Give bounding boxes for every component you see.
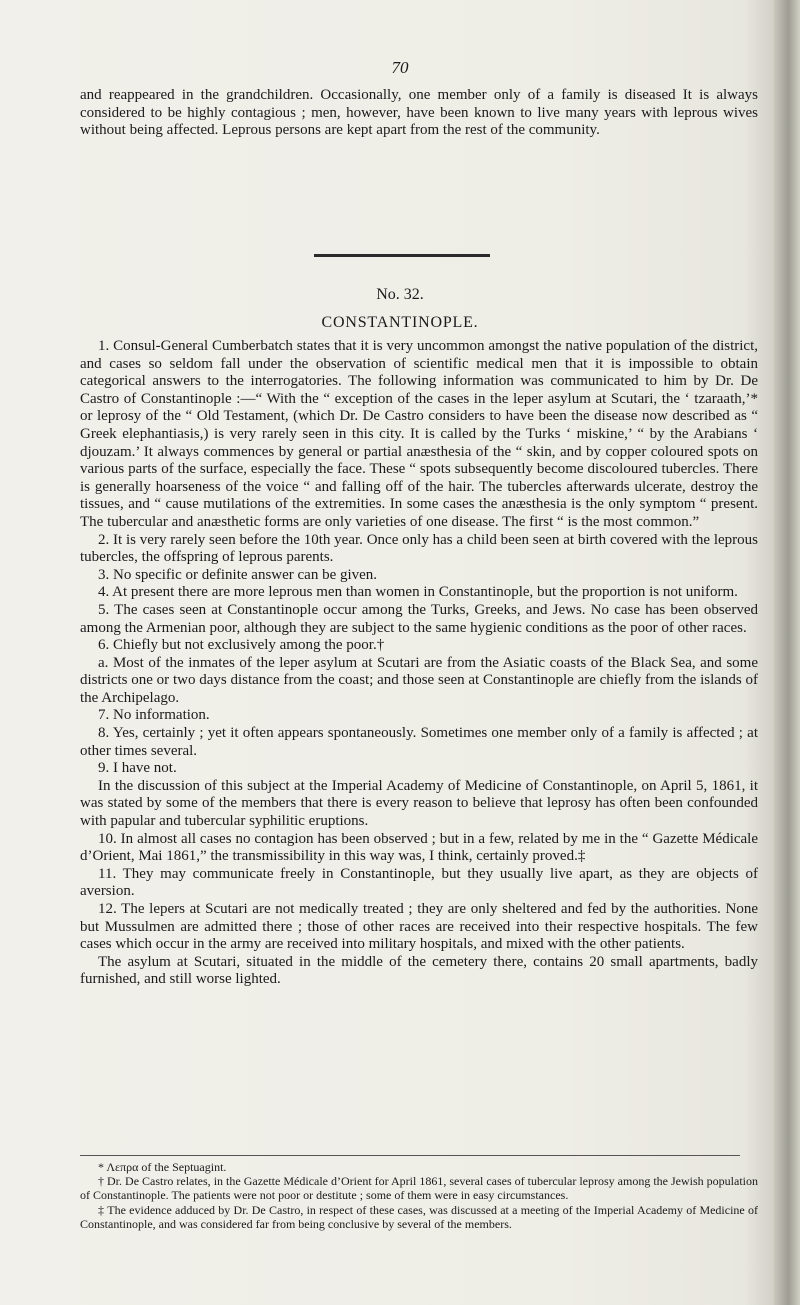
footnote-divider [80, 1155, 740, 1156]
intro-text [80, 87, 758, 140]
paragraph: 5. The cases seen at Constantinople occur among the Turks, Greeks, and Jews. No case has been observed among the Armenian poor, although they are subject to the same hygienic conditions as the poor of other races. [80, 601, 758, 636]
paragraph: 8. Yes, certainly ; yet it often appears spontaneously. Sometimes one member only of a family is affected ; at other times several. [80, 725, 758, 759]
paragraph: a. Most of the inmates of the leper asylum at Scutari are from the Asiatic coasts of the Black Sea, and some districts one or two days distance from the coast; and those seen at Constantinople are chiefly from the islands of the Archipelago. [80, 654, 758, 706]
paragraph: 12. The lepers at Scutari are not medically treated ; they are only sheltered and fed by the authorities. None but Mussulmen are admitted there ; those of other races are received into their respective hospitals. The few cases which occur in the army are received into military hospitals, and mixed with the other patients. [80, 901, 758, 953]
paragraph: 4. At present there are more leprous men than women in Constantinople, but the proportion is not uniform. [98, 584, 738, 601]
footnote: ‡ The evidence adduced by Dr. De Castro, in respect of these cases, was discussed at a meeting of the Imperial Academy of Medicine of Constantinople, and was considered far from being conclusive by several of the members. [80, 1202, 758, 1231]
section-body [80, 338, 758, 989]
paragraph: In the discussion of this subject at the Imperial Academy of Medicine of Constantinople, on April 5, 1861, it was stated by some of the members that there is every reason to believe that leprosy has often been confounded with papular and tubercular syphilitic eruptions. [80, 777, 758, 830]
intro-paragraph: and reappeared in the grandchildren. Occasionally, one member only of a family is diseased It is always considered to be highly contagious ; men, however, have been known to live many years with leprous wives without being affected. Leprous persons are kept apart from the rest of the community. [80, 87, 758, 139]
section-number: No. 32. [376, 286, 424, 303]
footnote: † Dr. De Castro relates, in the Gazette Médicale d’Orient for April 1861, several cases of tubercular leprosy among the Jewish population of Constantinople. The patients were not poor or destitute ; some of them were in easy circumstances. [80, 1174, 758, 1203]
paragraph: 9. I have not. [98, 760, 177, 777]
section-title: CONSTANTINOPLE. [321, 314, 479, 331]
page-edge-shadow [774, 0, 800, 1305]
paragraph: 7. No information. [98, 707, 210, 724]
paragraph: 2. It is very rarely seen before the 10th year. Once only has a child been seen at birth covered with the leprous tubercles, the offspring of leprous parents. [80, 531, 758, 566]
paragraph: The asylum at Scutari, situated in the middle of the cemetery there, contains 20 small apartments, badly furnished, and still worse lighted. [80, 953, 758, 988]
paragraph: 6. Chiefly but not exclusively among the poor.† [98, 637, 385, 654]
section-divider [314, 254, 490, 257]
footnote: * Λεπρα of the Septuagint. [98, 1160, 227, 1174]
paragraph: 11. They may communicate freely in Constantinople, but they usually live apart, as they are objects of aversion. [80, 865, 758, 900]
paragraph: 3. No specific or definite answer can be given. [98, 566, 378, 583]
paragraph: 10. In almost all cases no contagion has been observed ; but in a few, related by me in the “ Gazette Médicale d’Orient, Mai 1861,” the transmissibility in this way was, I think, certainly proved.‡ [80, 830, 758, 865]
footnotes [80, 1160, 758, 1231]
page-number: 70 [391, 58, 409, 77]
paragraph: 1. Consul-General Cumberbatch states that it is very uncommon amongst the native population of the district, and cases so seldom fall under the observation of scientific medical men that it is impossible to obtain categorical answers to the interrogatories. The following information was communicated to him by Dr. De Castro of Constantinople :—“ With the “ exception of the cases in the leper asylum at Scutari, the ‘ tzaraath,’* or leprosy of the “ Old Testament, (which Dr. De Castro considers to have been the disease now described as “ Greek elephantiasis,) is very rarely seen in this city. It is called by the Turks ‘ miskine,’ “ by the Arabians ‘ djouzam.’ It always commences by general or partial anæsthesia of the “ skin, and by copper coloured spots on various parts of the surface, especially the face. These “ spots subsequently become discoloured tubercles. There is generally hoarseness of the voice “ and falling off of the hair. The tubercles afterwards ulcerate, destroy the tissues, and “ cause mutilations of the extremities. In some cases the anæsthesia is the only symptom “ present. The tubercular and anæsthetic forms are only varieties of one disease. The first “ is the most common.” [80, 338, 758, 530]
